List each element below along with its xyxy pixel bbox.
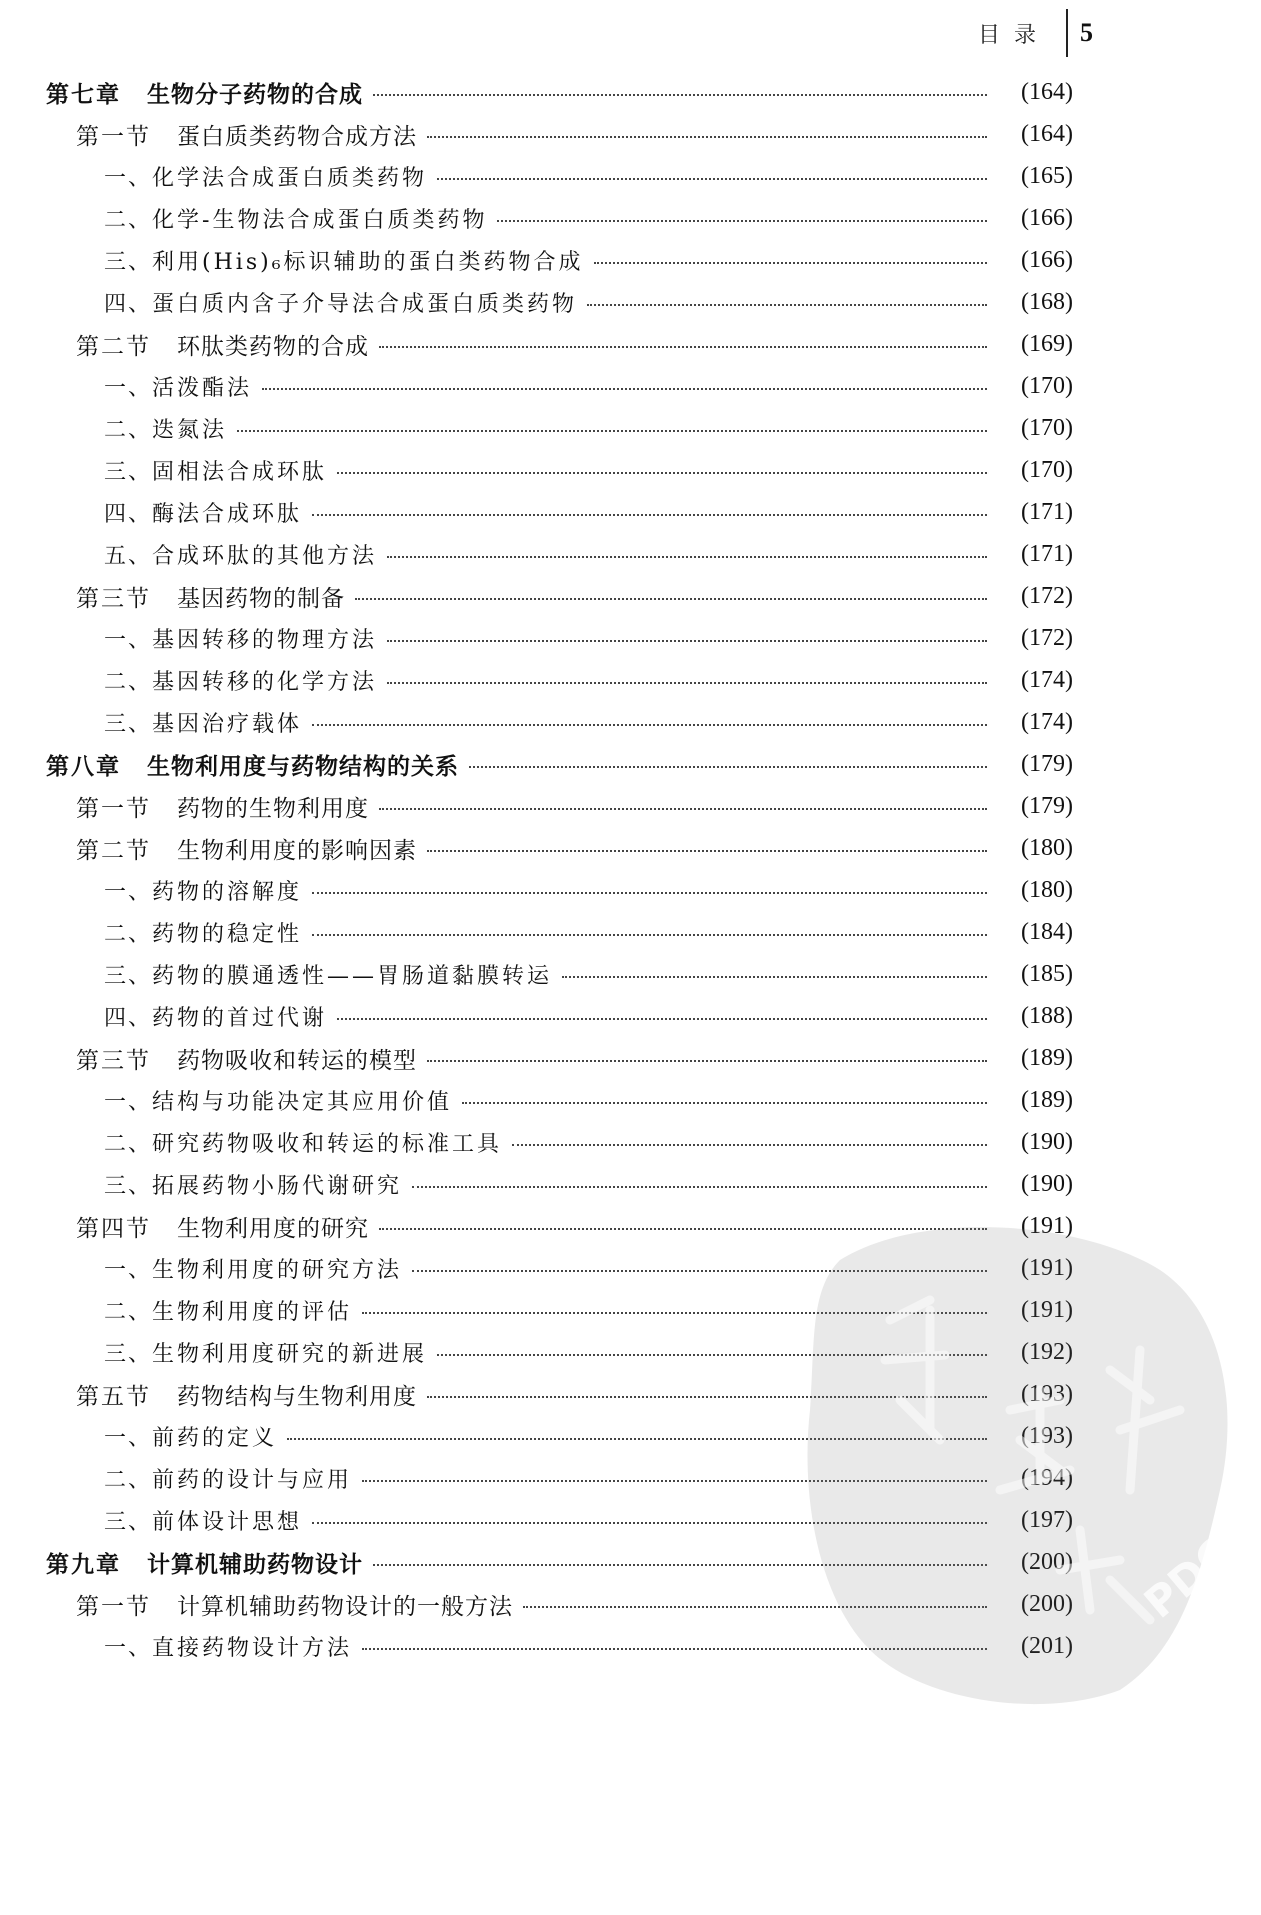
- toc-page-number: (189): [1021, 1044, 1073, 1071]
- toc-item-row: [0, 701, 1261, 743]
- dot-leader: [462, 1102, 987, 1104]
- dot-leader: [594, 262, 987, 264]
- toc-entry-label: [104, 287, 587, 318]
- toc-page-number: (169): [1021, 330, 1073, 357]
- toc-item-row: [0, 281, 1261, 323]
- toc-entry-number: 第一节: [76, 795, 151, 822]
- toc-section-row: [0, 575, 1261, 617]
- toc-page-number: (170): [1021, 456, 1073, 483]
- toc-page-number: (191): [1021, 1212, 1073, 1239]
- toc-entry-number: 第三节: [76, 585, 151, 612]
- toc-entry-label: [104, 1253, 412, 1284]
- toc-entry-title: 药物的溶解度: [152, 879, 303, 905]
- toc-entry-title: 活泼酯法: [152, 375, 253, 401]
- toc-entry-title: 计算机辅助药物设计: [147, 1551, 363, 1578]
- toc-entry-title: 化学-生物法合成蛋白质类药物: [152, 207, 488, 233]
- toc-chapter-row: [0, 71, 1261, 113]
- toc-entry-number: 一、: [104, 1257, 153, 1283]
- dot-leader: [587, 304, 987, 306]
- toc-entry-number: 第七章: [46, 81, 121, 108]
- toc-entry-title: 药物的首过代谢: [152, 1005, 328, 1031]
- toc-entry-title: 计算机辅助药物设计的一般方法: [177, 1593, 513, 1620]
- toc-item-row: [0, 1121, 1261, 1163]
- toc-entry-title: 环肽类药物的合成: [177, 333, 369, 360]
- toc-entry-label: [104, 1337, 437, 1368]
- toc-item-row: [0, 365, 1261, 407]
- toc-entry-title: 前药的设计与应用: [152, 1467, 353, 1493]
- toc-page-number: (180): [1021, 876, 1073, 903]
- toc-entry-title: 前体设计思想: [152, 1509, 303, 1535]
- toc-entry-label: [104, 371, 262, 402]
- toc-page-number: (189): [1021, 1086, 1073, 1113]
- toc-entry-title: 药物的生物利用度: [177, 795, 369, 822]
- dot-leader: [373, 1564, 987, 1566]
- toc-item-row: [0, 449, 1261, 491]
- toc-page-number: (188): [1021, 1002, 1073, 1029]
- toc-entry-title: 拓展药物小肠代谢研究: [152, 1173, 403, 1199]
- toc-page-number: (171): [1021, 540, 1073, 567]
- toc-page-number: (184): [1021, 918, 1073, 945]
- dot-leader: [312, 934, 987, 936]
- toc-entry-label: [104, 1295, 362, 1326]
- toc-entry-number: 二、: [104, 1299, 153, 1325]
- toc-page-number: (193): [1021, 1380, 1073, 1407]
- dot-leader: [237, 430, 987, 432]
- toc-entry-label: [104, 665, 387, 696]
- dot-leader: [262, 388, 987, 390]
- toc-section-row: [0, 1037, 1261, 1079]
- toc-entry-number: 二、: [104, 669, 153, 695]
- dot-leader: [312, 1522, 987, 1524]
- toc-item-row: [0, 1163, 1261, 1205]
- running-header-title: 目录: [977, 22, 1050, 48]
- toc-entry-number: 三、: [104, 1173, 153, 1199]
- toc-page-number: (170): [1021, 372, 1073, 399]
- toc-entry-title: 化学法合成蛋白质类药物: [152, 165, 428, 191]
- toc-entry-number: 三、: [104, 1341, 153, 1367]
- running-header: [978, 8, 1093, 58]
- toc-entry-label: [104, 959, 562, 990]
- toc-entry-title: 生物利用度与药物结构的关系: [147, 753, 459, 780]
- toc-item-row: [0, 197, 1261, 239]
- dot-leader: [337, 1018, 987, 1020]
- toc-entry-number: 第一节: [76, 1593, 151, 1620]
- toc-entry-label: [76, 1042, 427, 1075]
- toc-entry-number: 一、: [104, 879, 153, 905]
- toc-page-number: (194): [1021, 1464, 1073, 1491]
- toc-page-number: (172): [1021, 582, 1073, 609]
- dot-leader: [512, 1144, 987, 1146]
- dot-leader: [412, 1186, 987, 1188]
- toc-page-number: (179): [1021, 792, 1073, 819]
- toc-entry-title: 基因转移的化学方法: [152, 669, 378, 695]
- toc-entry-title: 利用(His)₆标识辅助的蛋白类药物合成: [152, 249, 584, 275]
- dot-leader: [427, 136, 987, 138]
- toc-entry-label: [46, 748, 469, 781]
- toc-entry-title: 药物吸收和转运的模型: [177, 1047, 417, 1074]
- toc-page-number: (170): [1021, 414, 1073, 441]
- toc-page-number: (200): [1021, 1548, 1073, 1575]
- toc-item-row: [0, 1331, 1261, 1373]
- dot-leader: [387, 556, 987, 558]
- toc-item-row: [0, 1457, 1261, 1499]
- toc-entry-number: 第四节: [76, 1215, 151, 1242]
- toc-entry-title: 固相法合成环肽: [152, 459, 328, 485]
- toc-item-row: [0, 155, 1261, 197]
- dot-leader: [362, 1312, 987, 1314]
- toc-entry-number: 二、: [104, 1131, 153, 1157]
- dot-leader: [379, 346, 987, 348]
- toc-entry-label: [104, 1127, 512, 1158]
- dot-leader: [427, 1060, 987, 1062]
- toc-entry-label: [104, 1631, 362, 1662]
- toc-entry-label: [76, 1378, 427, 1411]
- toc-entry-number: 一、: [104, 1425, 153, 1451]
- toc-entry-title: 生物利用度研究的新进展: [152, 1341, 428, 1367]
- toc-entry-label: [104, 161, 437, 192]
- toc-entry-title: 药物结构与生物利用度: [177, 1383, 417, 1410]
- toc-entry-label: [104, 1001, 337, 1032]
- toc-item-row: [0, 1499, 1261, 1541]
- toc-page-number: (164): [1021, 120, 1073, 147]
- toc-page-number: (191): [1021, 1254, 1073, 1281]
- toc-entry-number: 二、: [104, 1467, 153, 1493]
- toc-item-row: [0, 869, 1261, 911]
- toc-page-number: (191): [1021, 1296, 1073, 1323]
- toc-entry-title: 生物利用度的研究方法: [152, 1257, 403, 1283]
- toc-entry-title: 研究药物吸收和转运的标准工具: [152, 1131, 503, 1157]
- dot-leader: [427, 850, 987, 852]
- dot-leader: [379, 808, 987, 810]
- toc-entry-title: 酶法合成环肽: [152, 501, 303, 527]
- toc-page-number: (179): [1021, 750, 1073, 777]
- toc-entry-label: [104, 455, 337, 486]
- toc-item-row: [0, 659, 1261, 701]
- toc-entry-number: 第二节: [76, 837, 151, 864]
- toc-entry-title: 生物利用度的评估: [152, 1299, 353, 1325]
- dot-leader: [312, 724, 987, 726]
- dot-leader: [387, 640, 987, 642]
- toc-entry-number: 二、: [104, 921, 153, 947]
- toc-item-row: [0, 533, 1261, 575]
- toc-entry-number: 三、: [104, 249, 153, 275]
- toc-entry-label: [104, 413, 237, 444]
- toc-item-row: [0, 995, 1261, 1037]
- toc-entry-title: 生物分子药物的合成: [147, 81, 363, 108]
- toc-item-row: [0, 1415, 1261, 1457]
- toc-section-row: [0, 1583, 1261, 1625]
- toc-section-row: [0, 785, 1261, 827]
- toc-entry-number: 一、: [104, 375, 153, 401]
- toc-chapter-row: [0, 743, 1261, 785]
- toc-entry-title: 合成环肽的其他方法: [152, 543, 378, 569]
- toc-page-number: (165): [1021, 162, 1073, 189]
- toc-page-number: (197): [1021, 1506, 1073, 1533]
- toc-entry-title: 生物利用度的影响因素: [177, 837, 417, 864]
- toc-entry-label: [76, 832, 427, 865]
- toc-entry-number: 二、: [104, 417, 153, 443]
- toc-entry-label: [104, 245, 594, 276]
- dot-leader: [437, 178, 987, 180]
- toc-entry-number: 第三节: [76, 1047, 151, 1074]
- dot-leader: [497, 220, 987, 222]
- toc-entry-number: 五、: [104, 543, 153, 569]
- dot-leader: [412, 1270, 987, 1272]
- toc-entry-number: 一、: [104, 1089, 153, 1115]
- toc-entry-number: 二、: [104, 207, 153, 233]
- toc-entry-number: 四、: [104, 501, 153, 527]
- toc-entry-number: 第八章: [46, 753, 121, 780]
- toc-entry-title: 药物的膜通透性——胃肠道黏膜转运: [152, 963, 553, 989]
- toc-page-number: (180): [1021, 834, 1073, 861]
- toc-page-number: (171): [1021, 498, 1073, 525]
- toc-entry-number: 三、: [104, 459, 153, 485]
- toc-entry-label: [104, 1505, 312, 1536]
- toc-section-row: [0, 323, 1261, 365]
- dot-leader: [387, 682, 987, 684]
- toc-page-number: (166): [1021, 204, 1073, 231]
- dot-leader: [287, 1438, 987, 1440]
- toc-entry-label: [104, 497, 312, 528]
- dot-leader: [312, 892, 987, 894]
- toc-page-number: (190): [1021, 1128, 1073, 1155]
- toc-entry-label: [104, 875, 312, 906]
- toc-item-row: [0, 953, 1261, 995]
- dot-leader: [355, 598, 987, 600]
- dot-leader: [379, 1228, 987, 1230]
- toc-page-number: (185): [1021, 960, 1073, 987]
- toc-entry-label: [104, 707, 312, 738]
- toc-entry-label: [76, 790, 379, 823]
- toc-entry-label: [76, 118, 427, 151]
- dot-leader: [562, 976, 987, 978]
- toc-item-row: [0, 1079, 1261, 1121]
- toc-entry-title: 迭氮法: [152, 417, 228, 443]
- toc-entry-label: [104, 1463, 362, 1494]
- toc-entry-title: 蛋白质内含子介导法合成蛋白质类药物: [152, 291, 578, 317]
- toc-item-row: [0, 617, 1261, 659]
- dot-leader: [437, 1354, 987, 1356]
- toc-item-row: [0, 1289, 1261, 1331]
- toc-entry-label: [46, 76, 373, 109]
- toc-entry-number: 四、: [104, 291, 153, 317]
- toc-item-row: [0, 911, 1261, 953]
- toc-item-row: [0, 407, 1261, 449]
- header-divider: [1066, 9, 1068, 57]
- toc-entry-label: [104, 1169, 412, 1200]
- toc-page-number: (166): [1021, 246, 1073, 273]
- toc-page-number: (193): [1021, 1422, 1073, 1449]
- toc-entry-label: [104, 917, 312, 948]
- toc-section-row: [0, 1373, 1261, 1415]
- toc-page-number: (174): [1021, 708, 1073, 735]
- toc-page-number: (190): [1021, 1170, 1073, 1197]
- toc-entry-number: 第一节: [76, 123, 151, 150]
- toc-item-row: [0, 1247, 1261, 1289]
- toc-page-number: (164): [1021, 78, 1073, 105]
- toc-page-number: (174): [1021, 666, 1073, 693]
- toc-entry-number: 一、: [104, 1635, 153, 1661]
- toc-item-row: [0, 491, 1261, 533]
- toc-entry-number: 一、: [104, 165, 153, 191]
- toc-section-row: [0, 827, 1261, 869]
- toc-entry-label: [76, 1588, 523, 1621]
- toc-entry-number: 第九章: [46, 1551, 121, 1578]
- dot-leader: [523, 1606, 987, 1608]
- dot-leader: [362, 1480, 987, 1482]
- toc-section-row: [0, 1205, 1261, 1247]
- dot-leader: [427, 1396, 987, 1398]
- toc-entry-label: [104, 1085, 462, 1116]
- toc-entry-label: [76, 1210, 379, 1243]
- toc-entry-title: 蛋白质类药物合成方法: [177, 123, 417, 150]
- toc-page-number: (192): [1021, 1338, 1073, 1365]
- dot-leader: [312, 514, 987, 516]
- toc-entry-number: 四、: [104, 1005, 153, 1031]
- dot-leader: [362, 1648, 987, 1650]
- toc-entry-title: 生物利用度的研究: [177, 1215, 369, 1242]
- toc-page-number: (200): [1021, 1590, 1073, 1617]
- page-number: 5: [1080, 18, 1093, 47]
- toc-entry-title: 药物的稳定性: [152, 921, 303, 947]
- toc-entry-title: 前药的定义: [152, 1425, 278, 1451]
- dot-leader: [469, 766, 987, 768]
- toc-entry-label: [76, 328, 379, 361]
- watermark-label: PDG: [1134, 1525, 1244, 1628]
- toc-entry-label: [104, 1421, 287, 1452]
- toc-entry-number: 三、: [104, 711, 153, 737]
- toc-entry-title: 直接药物设计方法: [152, 1635, 353, 1661]
- toc-entry-title: 基因治疗载体: [152, 711, 303, 737]
- toc-item-row: [0, 239, 1261, 281]
- toc-page-number: (172): [1021, 624, 1073, 651]
- toc-entry-label: [104, 623, 387, 654]
- table-of-contents: [0, 71, 1261, 1667]
- toc-entry-label: [104, 539, 387, 570]
- toc-section-row: [0, 113, 1261, 155]
- toc-entry-number: 第五节: [76, 1383, 151, 1410]
- toc-chapter-row: [0, 1541, 1261, 1583]
- dot-leader: [337, 472, 987, 474]
- toc-entry-number: 第二节: [76, 333, 151, 360]
- toc-entry-label: [76, 580, 355, 613]
- toc-entry-title: 基因药物的制备: [177, 585, 345, 612]
- toc-page-number: (168): [1021, 288, 1073, 315]
- toc-entry-title: 基因转移的物理方法: [152, 627, 378, 653]
- toc-page-number: (201): [1021, 1632, 1073, 1659]
- toc-entry-title: 结构与功能决定其应用价值: [152, 1089, 453, 1115]
- toc-entry-label: [104, 203, 497, 234]
- toc-entry-label: [46, 1546, 373, 1579]
- toc-entry-number: 三、: [104, 963, 153, 989]
- dot-leader: [373, 94, 987, 96]
- toc-entry-number: 三、: [104, 1509, 153, 1535]
- toc-item-row: [0, 1625, 1261, 1667]
- toc-entry-number: 一、: [104, 627, 153, 653]
